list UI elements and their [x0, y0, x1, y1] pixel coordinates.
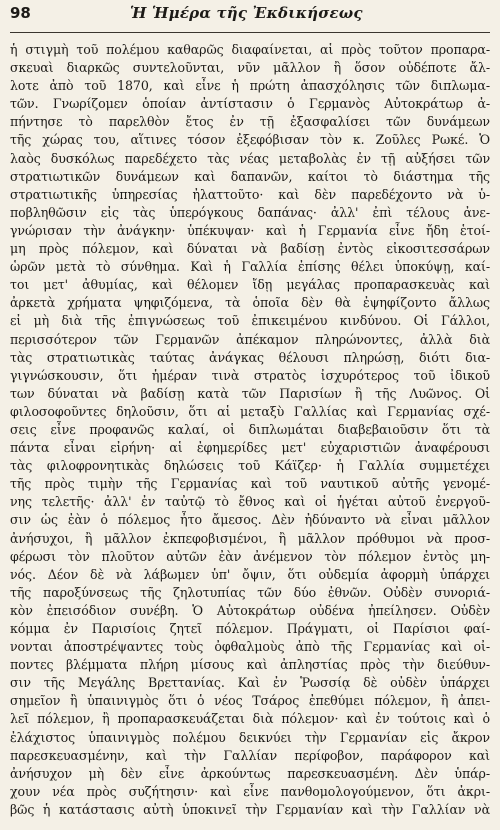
- text-line: ἐλάχιστος ὑπαινιγμὸς πολέμου δεικνύει τὴν Γερμανίαν εἰς ἄκρον: [10, 729, 490, 745]
- text-line: ἡ στιγμὴ τοῦ πολέμου καθαρῶς διαφαίνεται, αἱ πρὸς τοῦτον προπαρα-: [10, 42, 490, 57]
- text-line: των δύναται νὰ βαδίσῃ κατὰ τῶν Παρισίων ἢ τῆς Λυῶνος. Οἱ: [10, 385, 490, 401]
- text-line: τοι μετ' ἀθυμίας, καὶ θέλομεν ἴδῃ μεγάλας προπαρασκευὰς καὶ: [10, 277, 490, 293]
- text-line: νονται ἀποστρέψαντες τοὺς ὀφθαλμοὺς ἀπὸ τῆς Γερμανίας καὶ οἰ-: [10, 639, 490, 655]
- text-line: σημεῖον ἢ ὑπαινιγμὸς ὅτι ὁ νέος Τσάρος ἐπεθύμει πόλεμον, ἢ ἀπει-: [10, 693, 490, 709]
- text-line: σιν ὡς ἐὰν ὁ πόλεμος ἦτο ἄμεσος. Δὲν ἠδύναντο νὰ εἶναι μᾶλλον: [10, 512, 490, 528]
- text-line: πάντα εἶναι εἰρήνη· αἱ ἐφημερίδες μετ' εὐχαριστιῶν ἀναφέρουσι: [10, 440, 490, 456]
- text-line: στρατιωτικῆς ὑπηρεσίας ἠλαττοῦτο· καὶ δὲν παρεδέχοντο νὰ ὑ-: [10, 186, 490, 202]
- text-line: περισσότερον τῶν Γερμανῶν ἀπέκαμον πληρώνοντες, ἀλλὰ διὰ: [10, 331, 490, 347]
- text-line: κὸν ἐπεισόδιον συνέβη. Ὁ Αὐτοκράτωρ οὐδένα ἠπείλησεν. Οὐδὲν: [10, 602, 490, 618]
- text-line: τῆς παροξύνσεως τῆς ζηλοτυπίας τῶν δύο ἐθνῶν. Οὐδὲν συνοριά-: [10, 584, 490, 600]
- text-line: νης τελετῆς· ἀλλ' ἐν ταὐτῷ τὸ ἔθνος καὶ οἱ ἡγέται αὐτοῦ ἐνεργοῦ-: [10, 494, 490, 510]
- text-line: γιγνώσκουσιν, ὅτι ἡμέραν τινὰ στρατὸς ἰσχυρότερος τοῦ ἰδικοῦ: [10, 367, 490, 383]
- text-line: τῆς πρὸς τιμὴν τῆς Γερμανίας καὶ τοῦ ναυτικοῦ αὐτῆς γενομέ-: [10, 476, 490, 492]
- text-line: λεῖ πόλεμον, ἢ προπαρασκευάζεται διὰ πόλεμον· καὶ ἐν τούτοις καὶ ὁ: [10, 711, 490, 727]
- text-line: παρεσκευασμένην, καὶ τὴν Γαλλίαν περίφοβον, παράφορον καὶ: [10, 747, 490, 763]
- text-line: γνώρισαν τὴν ἀνάγκην· ὑπέκυψαν· καὶ ἡ Γερμανία εἶνε ἤδη ἑτοί-: [10, 222, 490, 238]
- text-line: ποβληθῶσιν εἰς τὰς ὑπερόγκους δαπάνας· ἀλλ' ἐπὶ τέλους ἀνε-: [10, 204, 490, 220]
- text-line: ὡρῶν μετὰ τὸ σύνθημα. Καὶ ἡ Γαλλία ἐπίσης θέλει ὑποκύψῃ, καί-: [10, 259, 490, 275]
- text-line: βῶς ἡ κατάστασις αὐτὴ ὑποκινεῖ τὴν Γερμανίαν καὶ τὴν Γαλλίαν νὰ: [10, 801, 490, 817]
- text-line: φέρωσι τὸν πλοῦτον αὐτῶν ἐὰν ἀνέμενον τὸν πόλεμον ἐντὸς μη-: [10, 548, 490, 564]
- text-line: ἀνήσυχοι, ἢ μᾶλλον ἐκπεφοβισμένοι, ἢ μᾶλλον πρόθυμοι νὰ προσ-: [10, 530, 490, 546]
- text-line: εἰ μὴ διὰ τῆς ἐπιγνώσεως τοῦ ἐπικειμένου κινδύνου. Οἱ Γάλλοι,: [10, 313, 490, 329]
- text-line: ἀρκετὰ χρήματα ψηφιζόμενα, τὰ ὁποῖα δὲν θὰ ἐψηφίζοντο ἄλλως: [10, 295, 490, 311]
- text-line: πήντησε τὸ παρελθὸν ἔτος ἐν τῇ ἐξασφαλίσει τῶν δυνάμεων: [10, 114, 490, 130]
- text-line: τὰς φιλοφρονητικὰς δηλώσεις τοῦ Κάϊζερ· ἡ Γαλλία συμμετέχει: [10, 458, 490, 474]
- text-line: χουν νέα πρὸς συζήτησιν· καὶ εἶνε πανθομολογούμενον, ὅτι ἀκρι-: [10, 783, 490, 799]
- text-line: λοτε ἀπὸ τοῦ 1870, καὶ εἶνε ἡ πρώτη ἀπασχόλησις τῶν διπλωμα-: [10, 78, 490, 94]
- running-head: [10, 4, 490, 33]
- text-line: λαὸς δυσκόλως παρεδέχετο τὰς νέας μεταβολὰς ἐν τῇ αὐξήσει τῶν: [10, 150, 490, 166]
- text-line: μη πρὸς πόλεμον, καὶ δύναται νὰ βαδίσῃ ἐντὸς εἰκοσιτεσσάρων: [10, 241, 490, 257]
- page-number: 98: [10, 4, 31, 22]
- body-paragraph: [10, 41, 490, 819]
- text-line: τῶν. Γνωρίζομεν ὁποίαν ἀντίστασιν ὁ Γερμανὸς Αὐτοκράτωρ ἀ-: [10, 96, 490, 112]
- text-line: σιν τῆς Μεγάλης Βρεττανίας. Καὶ ἐν Ῥωσσίᾳ δὲ οὐδὲν ὑπάρχει: [10, 675, 490, 691]
- text-line: σεις εἶνε προφανῶς καλαί, οἱ διπλωμάται διαβεβαιοῦσιν ὅτι τὰ: [10, 421, 490, 437]
- text-line: ποντες βλέμματα πλήρη μίσους καὶ ἀπληστίας πρὸς τὴν διεύθυν-: [10, 657, 490, 673]
- text-line: τῆς χώρας του, αἵτινες τόσον ἐξεφόβισαν τὸν κ. Ζοῦλες Ρωκέ. Ὁ: [10, 132, 490, 148]
- text-line: ἀνήσυχον μὴ δὲν εἶνε ἀρκούντως παρεσκευασμένη. Δὲν ὑπάρ-: [10, 765, 490, 781]
- text-line: στρατιωτικῶν δυνάμεων καὶ δαπανῶν, καίτοι τὸ διάστημα τῆς: [10, 168, 490, 184]
- text-line: νός. Δέον δὲ νὰ λάβωμεν ὑπ' ὄψιν, ὅτι οὐδεμία ἀφορμὴ ὑπάρχει: [10, 566, 490, 582]
- text-line: σκευαὶ διαρκῶς συντελοῦνται, νῦν μᾶλλον ἢ ὅσον οὐδέποτε ἄλ-: [10, 60, 490, 76]
- text-line: φιλοσοφοῦντες δηλοῦσιν, ὅτι αἱ μεταξὺ Γαλλίας καὶ Γερμανίας σχέ-: [10, 403, 490, 419]
- text-line: τὰς στρατιωτικὰς ταύτας ἀνάγκας θέλουσι πληρώσῃ, διότι δια-: [10, 349, 490, 365]
- running-title: Ἡ Ἡμέρα τῆς Ἐκδικήσεως: [130, 4, 363, 22]
- text-line: κόμμα ἐν Παρισίοις ζητεῖ πόλεμον. Πράγματι, οἱ Παρίσιοι φαί-: [10, 621, 490, 636]
